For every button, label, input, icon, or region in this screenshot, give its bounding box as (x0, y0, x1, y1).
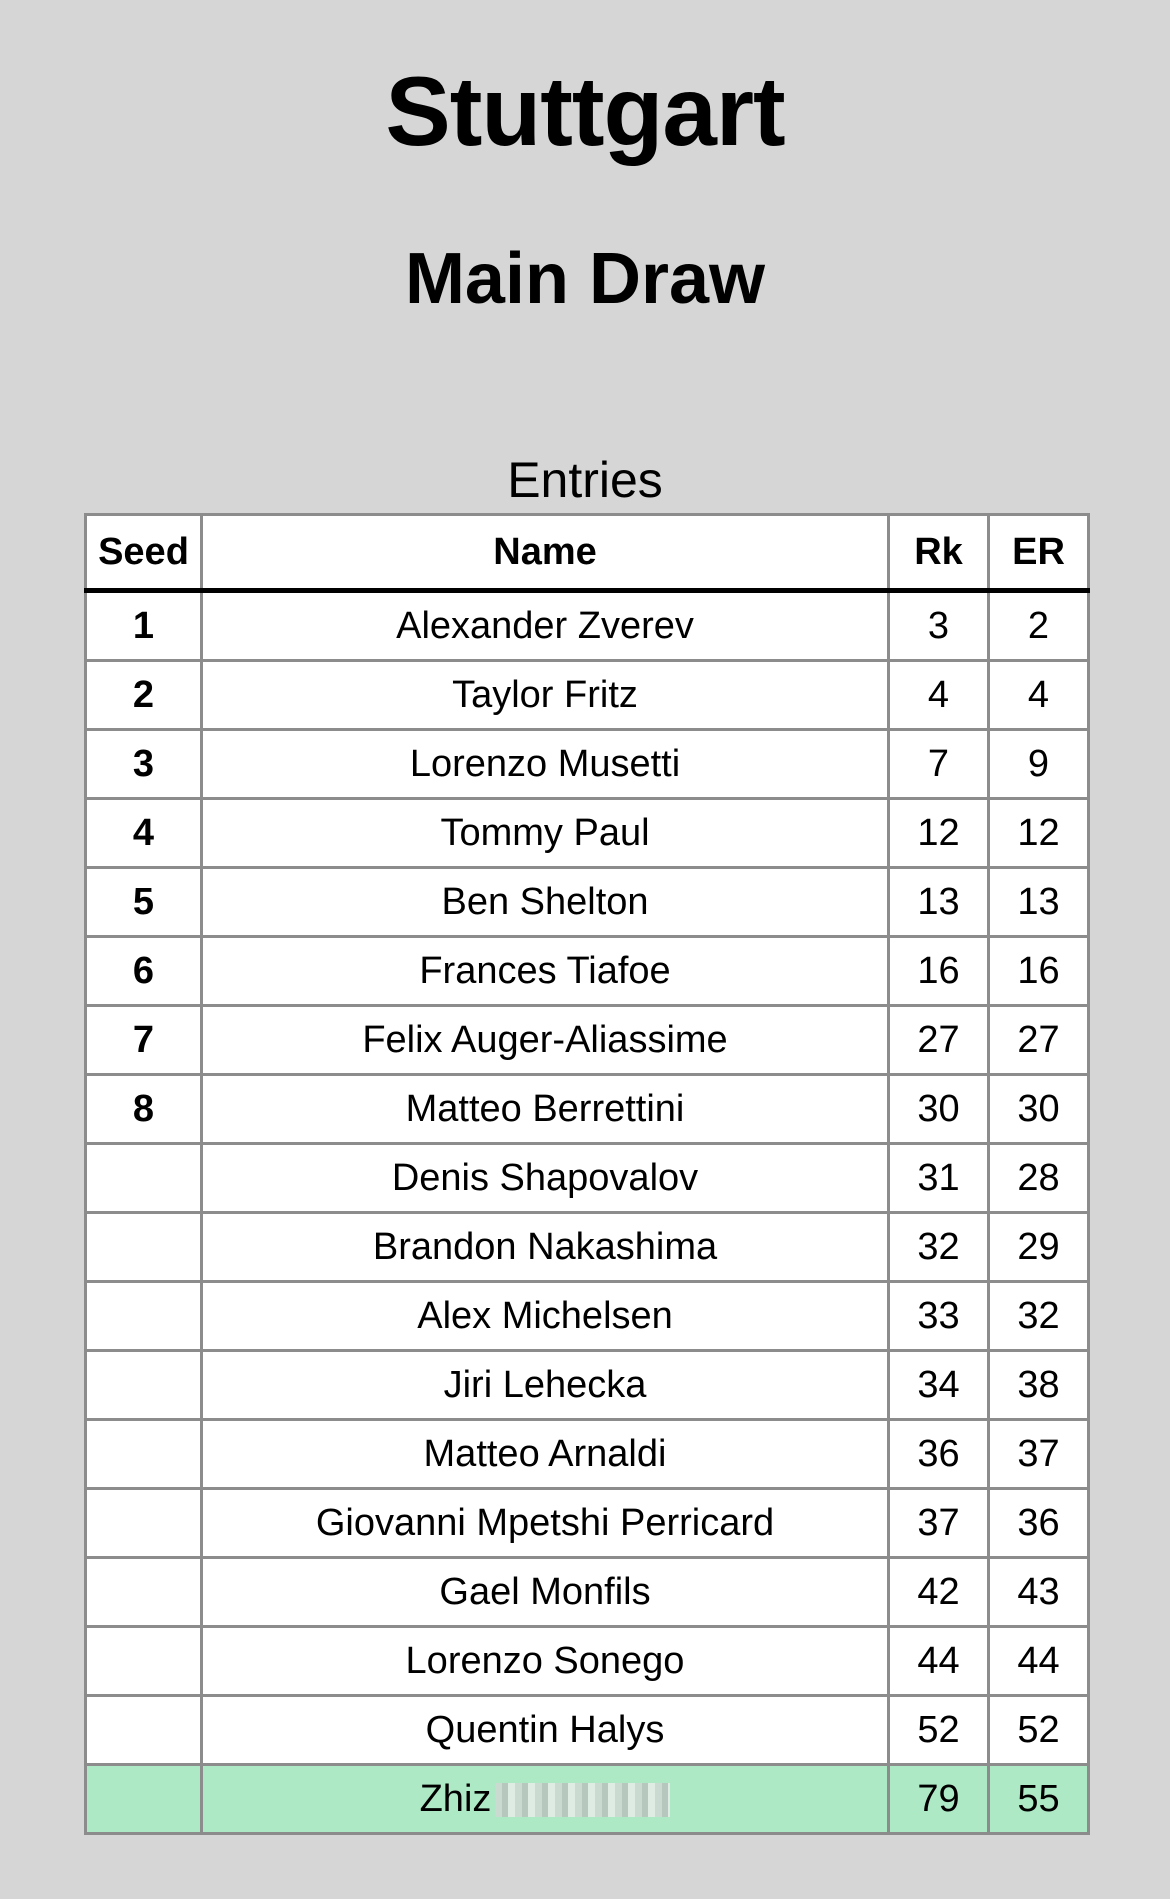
table-row (86, 661, 1089, 730)
name-cell: Matteo Berrettini (202, 1075, 889, 1144)
rk-cell: 52 (889, 1696, 989, 1765)
name-cell: Quentin Halys (202, 1696, 889, 1765)
er-cell: 27 (989, 1006, 1089, 1075)
rk-cell: 44 (889, 1627, 989, 1696)
name-cell: Tommy Paul (202, 799, 889, 868)
er-cell: 9 (989, 730, 1089, 799)
rk-cell: 16 (889, 937, 989, 1006)
er-cell: 12 (989, 799, 1089, 868)
rk-cell: 3 (889, 591, 989, 661)
table-row (86, 1144, 1089, 1213)
rk-cell: 12 (889, 799, 989, 868)
seed-cell (86, 1765, 202, 1834)
name-cell: Lorenzo Sonego (202, 1627, 889, 1696)
rk-cell: 7 (889, 730, 989, 799)
table-row (86, 1351, 1089, 1420)
table-row (86, 1696, 1089, 1765)
seed-cell: 7 (86, 1006, 202, 1075)
er-cell: 16 (989, 937, 1089, 1006)
table-row (86, 1558, 1089, 1627)
rk-cell: 31 (889, 1144, 989, 1213)
column-header-rk: Rk (889, 515, 989, 591)
seed-cell (86, 1420, 202, 1489)
table-row (86, 937, 1089, 1006)
er-cell: 52 (989, 1696, 1089, 1765)
seed-cell: 8 (86, 1075, 202, 1144)
table-row (86, 799, 1089, 868)
table-row (86, 1075, 1089, 1144)
er-cell: 36 (989, 1489, 1089, 1558)
rk-cell: 36 (889, 1420, 989, 1489)
entries-body (86, 591, 1089, 1834)
rk-cell: 33 (889, 1282, 989, 1351)
er-cell: 43 (989, 1558, 1089, 1627)
rk-cell: 34 (889, 1351, 989, 1420)
name-cell: Gael Monfils (202, 1558, 889, 1627)
table-row (86, 1420, 1089, 1489)
seed-cell (86, 1558, 202, 1627)
er-cell: 4 (989, 661, 1089, 730)
rk-cell: 4 (889, 661, 989, 730)
name-cell: Brandon Nakashima (202, 1213, 889, 1282)
er-cell: 44 (989, 1627, 1089, 1696)
column-header-seed: Seed (86, 515, 202, 591)
name-cell: Matteo Arnaldi (202, 1420, 889, 1489)
header-row (86, 515, 1089, 591)
table-row (86, 1627, 1089, 1696)
seed-cell (86, 1144, 202, 1213)
seed-cell (86, 1627, 202, 1696)
er-cell: 32 (989, 1282, 1089, 1351)
er-cell: 13 (989, 868, 1089, 937)
redaction-mosaic (495, 1783, 670, 1817)
seed-cell (86, 1489, 202, 1558)
er-cell: 55 (989, 1765, 1089, 1834)
seed-cell: 3 (86, 730, 202, 799)
seed-cell: 1 (86, 591, 202, 661)
seed-cell (86, 1696, 202, 1765)
er-cell: 28 (989, 1144, 1089, 1213)
table-row (86, 730, 1089, 799)
rk-cell: 32 (889, 1213, 989, 1282)
name-cell: Felix Auger-Aliassime (202, 1006, 889, 1075)
seed-cell: 6 (86, 937, 202, 1006)
table-caption: Entries (507, 452, 663, 508)
draw-title: Main Draw (404, 239, 766, 319)
table-row (86, 1282, 1089, 1351)
seed-cell: 2 (86, 661, 202, 730)
seed-cell (86, 1282, 202, 1351)
name-cell: Frances Tiafoe (202, 937, 889, 1006)
name-cell: Lorenzo Musetti (202, 730, 889, 799)
name-cell: Jiri Lehecka (202, 1351, 889, 1420)
name-cell: Ben Shelton (202, 868, 889, 937)
name-cell: Denis Shapovalov (202, 1144, 889, 1213)
er-cell: 30 (989, 1075, 1089, 1144)
er-cell: 29 (989, 1213, 1089, 1282)
name-cell: Alex Michelsen (202, 1282, 889, 1351)
name-cell: Taylor Fritz (202, 661, 889, 730)
rk-cell: 13 (889, 868, 989, 937)
name-cell: Alexander Zverev (202, 591, 889, 661)
table-row (86, 591, 1089, 661)
er-cell: 38 (989, 1351, 1089, 1420)
column-header-er: ER (989, 515, 1089, 591)
seed-cell (86, 1213, 202, 1282)
column-header-name: Name (202, 515, 889, 591)
table-row (86, 868, 1089, 937)
table-row (86, 1489, 1089, 1558)
seed-cell: 5 (86, 868, 202, 937)
rk-cell: 37 (889, 1489, 989, 1558)
er-cell: 2 (989, 591, 1089, 661)
seed-cell (86, 1351, 202, 1420)
name-cell (202, 1765, 889, 1834)
table-row-highlighted (86, 1765, 1089, 1834)
tournament-title: Stuttgart (385, 56, 785, 166)
er-cell: 37 (989, 1420, 1089, 1489)
table-row (86, 1213, 1089, 1282)
entries-table (84, 513, 1090, 1835)
seed-cell: 4 (86, 799, 202, 868)
name-text: Zhiz (419, 1777, 492, 1820)
rk-cell: 30 (889, 1075, 989, 1144)
table-row (86, 1006, 1089, 1075)
rk-cell: 27 (889, 1006, 989, 1075)
name-cell: Giovanni Mpetshi Perricard (202, 1489, 889, 1558)
rk-cell: 79 (889, 1765, 989, 1834)
rk-cell: 42 (889, 1558, 989, 1627)
